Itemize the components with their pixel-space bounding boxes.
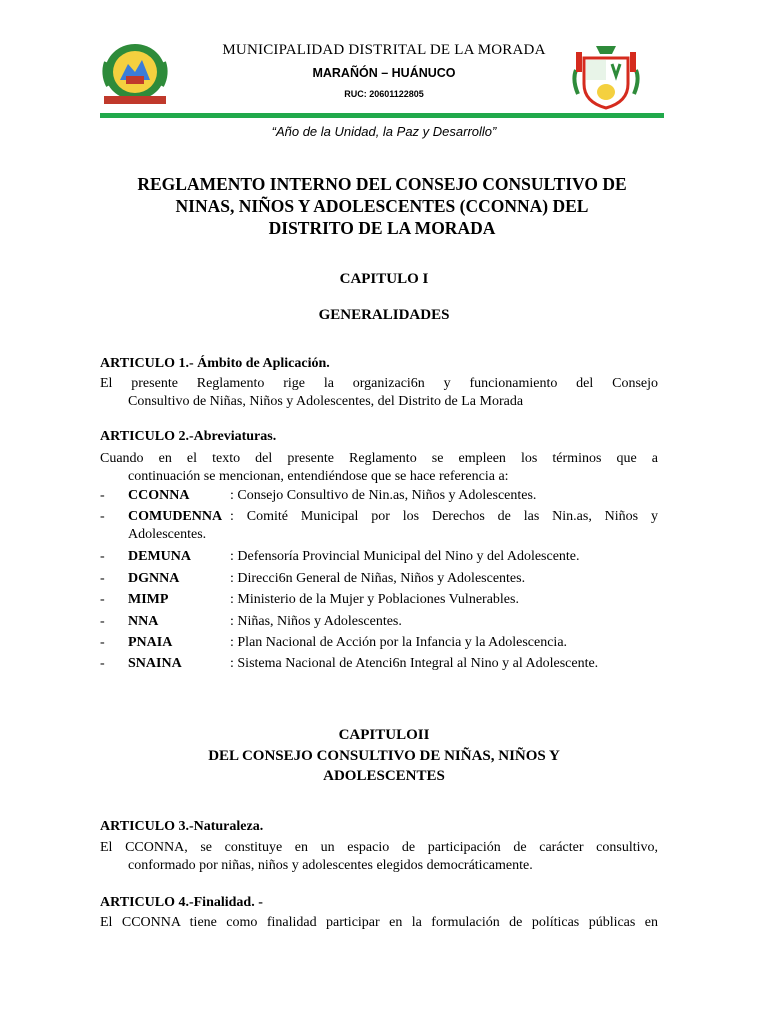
- article-1-heading: ARTICULO 1.- Ámbito de Aplicación.: [100, 356, 330, 371]
- abbreviation-definition: : Comité Municipal por los Derechos de las Nin.as, Niños y: [230, 509, 658, 525]
- ruc-number: RUC: 20601122805: [344, 89, 424, 99]
- article-1-body: [100, 375, 658, 411]
- abbreviation-item: [100, 571, 660, 592]
- abbreviation-code: NNA: [128, 613, 159, 629]
- paragraph-line: El CCONNA, se constituye en un espacio de participación de carácter consultivo,: [100, 840, 658, 855]
- list-dash: -: [100, 509, 105, 525]
- list-dash: -: [100, 570, 105, 586]
- list-dash: -: [100, 613, 105, 629]
- abbreviation-definition: : Sistema Nacional de Atenci6n Integral al Nino y al Adolescente.: [230, 656, 599, 672]
- paragraph-line: conformado por niñas, niños y adolescentes elegidos democráticamente.: [128, 858, 533, 873]
- abbreviation-item: [100, 549, 660, 570]
- abbreviation-item: [100, 488, 660, 509]
- list-dash: -: [100, 634, 105, 650]
- chapter-1-heading: CAPITULO I: [339, 271, 429, 287]
- paragraph-line: Cuando en el texto del presente Reglamento se empleen los términos que a: [100, 451, 658, 466]
- abbreviation-definition: : Direcci6n General de Niñas, Niños y Adolescentes.: [230, 570, 526, 586]
- abbreviation-definition: : Ministerio de la Mujer y Poblaciones Vulnerables.: [230, 592, 519, 608]
- title-line: NINAS, NIÑOS Y ADOLESCENTES (CCONNA) DEL: [175, 196, 589, 216]
- chapter-2-name-line: DEL CONSEJO CONSULTIVO DE NIÑAS, NIÑOS Y: [208, 748, 560, 764]
- abbreviation-code: DGNNA: [128, 570, 180, 586]
- location-subtitle: MARAÑÓN – HUÁNUCO: [312, 66, 456, 80]
- abbreviation-item: [100, 635, 660, 656]
- paragraph-line: El CCONNA tiene como finalidad participar en la formulación de políticas públicas en: [100, 915, 658, 930]
- article-3-body: [100, 839, 658, 875]
- abbreviation-code: PNAIA: [128, 634, 173, 650]
- list-dash: -: [100, 549, 105, 565]
- abbreviation-definition: : Niñas, Niños y Adolescentes.: [230, 613, 402, 629]
- paragraph-line: El presente Reglamento rige la organizaci6n y funcionamiento del Consejo: [100, 376, 658, 391]
- list-dash: -: [100, 656, 105, 672]
- year-motto: “Año de la Unidad, la Paz y Desarrollo”: [271, 124, 497, 139]
- abbreviation-definition-continued: Adolescentes.: [128, 527, 207, 543]
- paragraph-line: continuación se mencionan, entendiéndose que se hace referencia a:: [128, 469, 509, 484]
- article-2-heading: ARTICULO 2.-Abreviaturas.: [100, 429, 277, 444]
- abbreviations-list: [100, 488, 660, 678]
- municipality-name: MUNICIPALIDAD DISTRITAL DE LA MORADA: [222, 42, 546, 58]
- chapter-2-heading: CAPITULOII: [338, 727, 430, 743]
- list-dash: -: [100, 592, 105, 608]
- abbreviation-definition: : Plan Nacional de Acción por la Infancia y la Adolescencia.: [230, 634, 568, 650]
- abbreviation-code: COMUDENNA: [128, 509, 223, 525]
- article-2-body: [100, 450, 658, 486]
- title-line: DISTRITO DE LA MORADA: [268, 218, 496, 238]
- list-dash: -: [100, 488, 105, 503]
- abbreviation-code: MIMP: [128, 592, 169, 608]
- title-line: REGLAMENTO INTERNO DEL CONSEJO CONSULTIVO DE: [137, 174, 627, 194]
- chapter-1-name: GENERALIDADES: [318, 307, 450, 323]
- header-divider: [100, 113, 664, 118]
- article-4-heading: ARTICULO 4.-Finalidad. -: [100, 895, 263, 910]
- abbreviation-item: [100, 509, 660, 549]
- abbreviation-code: CCONNA: [128, 488, 190, 503]
- article-4-body: [100, 914, 658, 932]
- paragraph-line: Consultivo de Niñas, Niños y Adolescentes, del Distrito de La Morada: [128, 394, 524, 409]
- abbreviation-item: [100, 656, 660, 677]
- abbreviation-code: SNAINA: [128, 656, 182, 672]
- abbreviation-item: [100, 614, 660, 635]
- document-title: [100, 173, 664, 239]
- abbreviation-definition: : Consejo Consultivo de Nin.as, Niños y Adolescentes.: [230, 488, 537, 503]
- abbreviation-code: DEMUNA: [128, 549, 191, 565]
- abbreviation-item: [100, 592, 660, 613]
- chapter-2-name-line: ADOLESCENTES: [323, 768, 445, 784]
- article-3-heading: ARTICULO 3.-Naturaleza.: [100, 819, 264, 834]
- abbreviation-definition: : Defensoría Provincial Municipal del Nino y del Adolescente.: [230, 549, 580, 565]
